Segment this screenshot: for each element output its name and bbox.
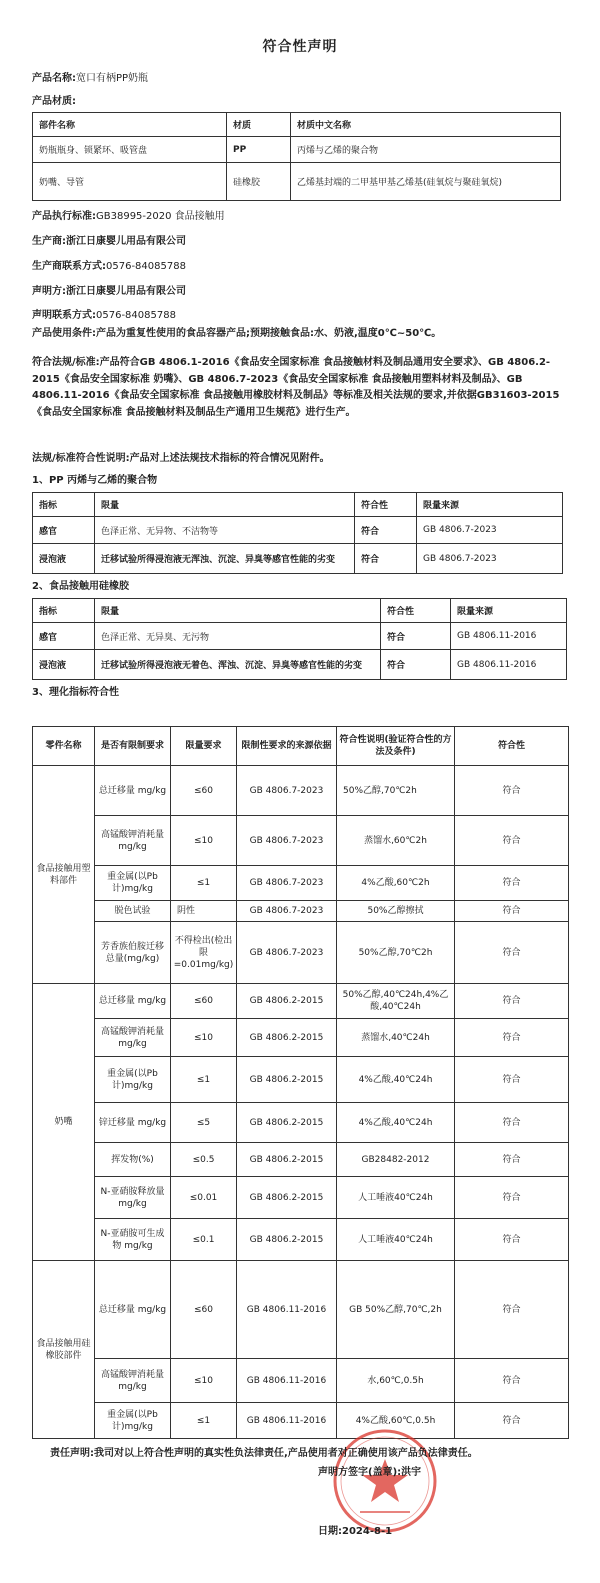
compliance-note-line: 法规/标准符合性说明:产品对上述法规技术指标的符合情况见附件。 [32,453,330,464]
section2-table: 指标 限量 符合性 限量来源 感官 色泽正常、无异臭、无污物 符合 GB 4806.11-2016 浸泡液 迁移试验所得浸泡液无着色、浑浊、沉淀、异臭等感官性能的劣变 符合 GB 4806.11-2016 [32,598,567,680]
table-row: 锌迁移量 mg/kg ≤5 GB 4806.2-2015 4%乙酸,40℃24h 符合 [33,1103,569,1143]
table-row: 感官 色泽正常、无异物、不洁物等 符合 GB 4806.7-2023 [33,517,563,544]
signature-line: 声明方签字(盖章):洪宇 [318,1467,422,1478]
date-line: 日期:2024-8-1 [318,1526,393,1537]
table-row: 奶嘴、导管 硅橡胶 乙烯基封端的二甲基甲基乙烯基(硅氧烷与聚硅氧烷) [33,163,561,201]
table-row: 芳香族伯胺迁移总量(mg/kg) 不得检出(检出限=0.01mg/kg) GB 4806.7-2023 50%乙醇,70℃2h 符合 [33,922,569,984]
table-row: 浸泡液 迁移试验所得浸泡液无浑浊、沉淀、异臭等感官性能的劣变 符合 GB 4806.7-2023 [33,544,563,574]
responsibility-line: 责任声明:我司对以上符合性声明的真实性负法律责任,产品使用者对正确使用该产品负法律责任。 [50,1448,478,1459]
product-name-value: 宽口有柄PP奶瓶 [76,73,149,84]
declarant-contact-line: 声明联系方式:0576-84085788 [32,310,176,321]
material-header-part: 部件名称 [33,113,227,137]
standard-line: 产品执行标准:GB38995-2020 食品接触用 [32,211,225,222]
table-row: 重金属(以Pb计)mg/kg ≤1 GB 4806.11-2016 4%乙酸,60℃,0.5h 符合 [33,1403,569,1439]
product-name-label: 产品名称: [32,73,76,84]
material-header-chinese-name: 材质中文名称 [291,113,561,137]
table-row: 感官 色泽正常、无异臭、无污物 符合 GB 4806.11-2016 [33,623,567,650]
section2-heading: 2、食品接触用硅橡胶 [32,581,129,592]
product-name-line [32,72,572,85]
table-row: 高锰酸钾消耗量 mg/kg ≤10 GB 4806.2-2015 蒸馏水,40℃24h 符合 [33,1019,569,1057]
table-row: 浸泡液 迁移试验所得浸泡液无着色、浑浊、沉淀、异臭等感官性能的劣变 符合 GB 4806.11-2016 [33,650,567,680]
material-header-material: 材质 [227,113,291,137]
part-nipple: 奶嘴 [33,984,95,1261]
section3-table: 零件名称 是否有限制要求 限量要求 限制性要求的来源依据 符合性说明(验证符合性的方法及条件) 符合性 食品接触用塑料部件 总迁移量 mg/kg ≤60 GB 4806.7-2023 50%乙醇,70℃2h 符合 高锰酸钾消耗量 mg/kg ≤10 GB 4806.7-2023 蒸馏水,60℃2h 符合 重金属(以Pb计)mg/kg ≤1 GB 4806.7-2023 4%乙酸,60℃2h 符合 脱色试验 阴性 GB 4806.7-2023 50%乙醇擦拭 符合 芳香族伯胺迁移总量(mg/kg) 不得检出(检出限=0.01mg/kg) GB 4806.7-2023 50%乙醇,70℃2h 符合 奶嘴 总迁移量 mg/kg ≤60 GB 4806.2-2015 50%乙醇,40℃24h,4%乙酸,40℃24h 符合 高锰酸钾消耗量 mg/kg ≤10 GB 4806.2-2015 蒸馏水,40℃24h 符合 重金属(以Pb计)mg/kg ≤1 GB 4806.2-2015 4%乙酸,40℃24h 符合 锌迁移量 mg/kg ≤5 GB 4806.2-2015 4%乙酸,40℃24h 符合 挥发物(%) ≤0.5 GB 4806.2-2015 GB28482-2012 符合 N-亚硝胺释放量 mg/kg ≤0.01 GB 4806.2-2015 人工唾液40℃24h 符合 N-亚硝胺可生成物 mg/kg ≤0.1 GB 4806.2-2015 人工唾液40℃24h 符合 食品接触用硅橡胶部件 总迁移量 mg/kg ≤60 GB 4806.11-2016 GB 50%乙醇,70℃,2h 符合 高锰酸钾消耗量 mg/kg ≤10 GB 4806.11-2016 水,60℃,0.5h 符合 重金属(以Pb计)mg/kg ≤1 GB 4806.11-2016 4%乙酸,60℃,0.5h 符合 [32,726,569,1439]
company-seal-icon [330,1426,440,1536]
table-row: N-亚硝胺释放量 mg/kg ≤0.01 GB 4806.2-2015 人工唾液40℃24h 符合 [33,1177,569,1219]
table-row: 奶嘴 总迁移量 mg/kg ≤60 GB 4806.2-2015 50%乙醇,40℃24h,4%乙酸,40℃24h 符合 [33,984,569,1019]
part-silicone: 食品接触用硅橡胶部件 [33,1261,95,1439]
part-plastic: 食品接触用塑料部件 [33,766,95,984]
table-row: 挥发物(%) ≤0.5 GB 4806.2-2015 GB28482-2012 符合 [33,1143,569,1177]
table-row: 重金属(以Pb计)mg/kg ≤1 GB 4806.7-2023 4%乙酸,60℃2h 符合 [33,866,569,901]
table-row: 食品接触用塑料部件 总迁移量 mg/kg ≤60 GB 4806.7-2023 50%乙醇,70℃2h 符合 [33,766,569,816]
section3-heading: 3、理化指标符合性 [32,687,119,698]
table-row: 高锰酸钾消耗量 mg/kg ≤10 GB 4806.7-2023 蒸馏水,60℃2h 符合 [33,816,569,866]
table-row: N-亚硝胺可生成物 mg/kg ≤0.1 GB 4806.2-2015 人工唾液40℃24h 符合 [33,1219,569,1261]
table-row: 重金属(以Pb计)mg/kg ≤1 GB 4806.2-2015 4%乙酸,40℃24h 符合 [33,1057,569,1103]
manufacturer-line: 生产商:浙江日康婴儿用品有限公司 [32,236,186,247]
material-heading: 产品材质: [32,96,76,107]
section1-table: 指标 限量 符合性 限量来源 感官 色泽正常、无异物、不洁物等 符合 GB 4806.7-2023 浸泡液 迁移试验所得浸泡液无浑浊、沉淀、异臭等感官性能的劣变 符合 GB 4806.7-2023 [32,492,563,574]
table-row: 脱色试验 阴性 GB 4806.7-2023 50%乙醇擦拭 符合 [33,901,569,922]
table-row: 高锰酸钾消耗量 mg/kg ≤10 GB 4806.11-2016 水,60℃,0.5h 符合 [33,1359,569,1403]
regulation-paragraph: 符合法规/标准:产品符合GB 4806.1-2016《食品安全国家标准 食品接触材料及制品通用安全要求》、GB 4806.2-2015《食品安全国家标准 奶嘴》、GB 4806.7-2023《食品安全国家标准 食品接触用塑料材料及制品》、GB 4806.11-2016《食品安全国家标准 食品接触用橡胶材料及制品》等标准及相关法规的要求,并依据GB31603-2015《食品安全国家标准 食品接触材料及制品生产通用卫生规范》进行生产。 [32,357,560,418]
usage-line: 产品使用条件:产品为重复性使用的食品容器产品;预期接触食品:水、奶液,温度0℃~50℃。 [32,328,442,339]
table-row: 奶瓶瓶身、锁紧环、吸管盘 PP 丙烯与乙烯的聚合物 [33,137,561,163]
section1-heading: 1、PP 丙烯与乙烯的聚合物 [32,475,158,486]
page-title: 符合性声明 [262,39,338,55]
manufacturer-contact-line: 生产商联系方式:0576-84085788 [32,261,186,272]
table-row: 食品接触用硅橡胶部件 总迁移量 mg/kg ≤60 GB 4806.11-2016 GB 50%乙醇,70℃,2h 符合 [33,1261,569,1359]
material-table [32,112,561,201]
declarant-line: 声明方:浙江日康婴儿用品有限公司 [32,286,186,297]
